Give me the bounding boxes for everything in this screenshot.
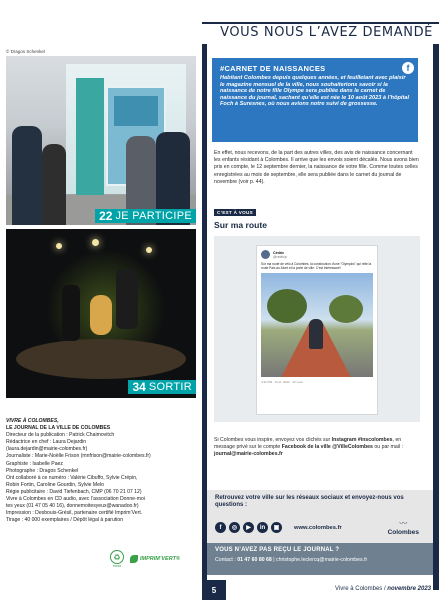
bird-icon: 〰 bbox=[399, 519, 408, 528]
masthead-line: Journaliste : Marie-Noëlle Frison (mnfrison@mairie-colombes.fr) bbox=[6, 453, 151, 460]
masthead-line: Directeur de la publication : Patrick Chaimovitch bbox=[6, 432, 115, 439]
masthead-line: Impression : Desbouis-Grésil, partenaire certifié Imprim’Vert. bbox=[6, 510, 143, 517]
section-link-je-participe[interactable] bbox=[95, 209, 196, 223]
section-title: Sur ma route bbox=[214, 220, 268, 230]
masthead-line: Graphiste : Isabelle Paez bbox=[6, 460, 63, 467]
section-link-sortir[interactable] bbox=[128, 380, 196, 394]
social-networks-block bbox=[207, 490, 433, 543]
contact-email-journal: | christophe.leclercq@mairie-colombes.fr bbox=[271, 557, 368, 563]
contact-email: journal@mairie-colombes.fr bbox=[214, 451, 283, 458]
facebook-icon: f bbox=[402, 62, 414, 74]
linkedin-icon[interactable]: in bbox=[257, 522, 268, 533]
masthead-line: Régie publicitaire : David Tiefenbach, CMP (06 70 21 07 12) bbox=[6, 488, 142, 495]
instagram-hashtag: Instagram #inscolombes bbox=[331, 437, 393, 443]
masthead-subtitle: LE JOURNAL DE LA VILLE DE COLOMBES bbox=[6, 425, 111, 432]
youtube-icon[interactable]: ▶ bbox=[243, 522, 254, 533]
tweet-handle: @cedricjv bbox=[273, 254, 288, 259]
leaf-icon: ♻ bbox=[110, 550, 124, 564]
section-header bbox=[202, 22, 439, 44]
contribution-text: Si Colombes vous inspire, envoyez vos clichés sur Instagram #inscolombes, en message privé sur le compte Facebook de la ville @VilleColombes ou par mail : journal@mairie-colombes.fr bbox=[214, 437, 403, 458]
photo-credit: © Dragos Schenkel bbox=[6, 49, 45, 54]
journal-contact: Contact : 01 47 60 80 68 | christophe.leclercq@mairie-colombes.fr bbox=[215, 557, 368, 563]
left-column bbox=[0, 0, 202, 600]
masthead bbox=[6, 418, 196, 524]
section-header-title: VOUS NOUS L’AVEZ DEMANDÉ bbox=[220, 25, 433, 40]
masthead-line: Ont collaboré à ce numéro : Valérie Cibuffo, Sylvie Crépin, bbox=[6, 474, 138, 481]
avatar bbox=[261, 250, 270, 259]
section-label: SORTIR bbox=[148, 381, 192, 393]
imprim-vert-logo: IMPRIM’VERT® bbox=[130, 555, 180, 563]
social-icons bbox=[215, 522, 282, 533]
tweet-author: Cédric bbox=[273, 250, 285, 255]
carnet-title: #CARNET DE NAISSANCES bbox=[220, 64, 326, 73]
social-title: Retrouvez votre ville sur les réseaux sociaux et envoyez-nous vos questions : bbox=[215, 495, 404, 509]
answer-text: En effet, nous recevons, de la part des autres villes, des avis de naissance concernant les enfants résidant à Colombes. Il arrive que les envois soient décalés. Nous avons bien pris en compte, le 12 septembre dernier, la naissance de votre fille. Comme toutes celles enregistrées au mois de septembre, elle sera publiée dans le carnet du journal de novembre (voir p. 44). bbox=[214, 150, 419, 185]
tweet-meta: 4:32 PM · 8 oct. 2023 · 12 vues bbox=[261, 380, 303, 385]
page-number-22: 22 bbox=[99, 209, 113, 223]
masthead-line: Robin Fortin, Caroline Gourdin, Sylvie Melo bbox=[6, 481, 104, 488]
facebook-account: Facebook de la ville @VilleColombes bbox=[281, 444, 373, 451]
photo-sortir bbox=[6, 229, 196, 398]
ecolabel-logo: ♻ écolo bbox=[110, 550, 124, 568]
carnet-question-box bbox=[212, 58, 418, 142]
instagram-icon[interactable]: ◎ bbox=[229, 522, 240, 533]
website-link[interactable]: www.colombes.fr bbox=[294, 525, 342, 531]
tweet-photo bbox=[261, 273, 373, 377]
masthead-line: Tirage : 40 000 exemplaires / Dépôt légal à parution bbox=[6, 517, 124, 524]
page-number-34: 34 bbox=[132, 380, 146, 394]
section-label: JE PARTICIPE bbox=[115, 210, 192, 222]
print-logos bbox=[110, 550, 180, 568]
masthead-line: (laura.dejardin@mairie-colombes.fr) bbox=[6, 446, 88, 453]
contact-phone: 01 47 60 80 68 bbox=[237, 557, 272, 563]
footer-publication: Vivre à Colombes / novembre 2023 bbox=[335, 586, 431, 592]
masthead-title: VIVRE À COLOMBES, bbox=[6, 418, 59, 424]
journal-title: VOUS N’AVEZ PAS REÇU LE JOURNAL ? bbox=[215, 547, 340, 553]
masthead-line: tes yeux (01 47 05 40 16), donnemoitesyeux@wanadoo.fr) bbox=[6, 503, 139, 510]
photo-je-participe bbox=[6, 56, 196, 225]
journal-contact-block bbox=[207, 543, 433, 575]
masthead-line: Rédactrice en chef : Laura Dejardin bbox=[6, 439, 87, 446]
page-number: 5 bbox=[202, 580, 226, 600]
masthead-line: Vivre à Colombes en CD audio, avec l’association Donne-moi bbox=[6, 496, 145, 503]
carnet-text: Habitant Colombes depuis quelques années, et feuilletant avec plaisir le magazine mensuel de la ville, nous souhaiterions savoir si la naissance de notre fille Olympe sera publiée dans le carnet de naissance du journal, sachant qu’elle est née le 10 août 2023 à l’hôpital Foch à Suresnes, où nous avions notre suivi de grossesse. bbox=[220, 75, 410, 108]
tweet-text: Sur ma route de vélo à Colombes, la construction d’une "Olympics" qui relie la route Paix-du-Mont et la porte de ville. C’est intéressant ! bbox=[261, 262, 372, 271]
leaf-icon bbox=[130, 555, 138, 563]
colombes-logo: 〰 Colombes bbox=[387, 519, 419, 536]
tweet-screenshot bbox=[214, 236, 420, 422]
footer-month: novembre 2023 bbox=[387, 586, 431, 592]
facebook-icon[interactable]: f bbox=[215, 522, 226, 533]
tweet-card bbox=[256, 245, 378, 415]
app-icon[interactable]: ▣ bbox=[271, 522, 282, 533]
page-footer bbox=[0, 580, 439, 600]
cest-a-vous-tag: C’EST À VOUS bbox=[214, 209, 256, 216]
masthead-line: Photographe : Dragos Schenkel bbox=[6, 467, 79, 474]
